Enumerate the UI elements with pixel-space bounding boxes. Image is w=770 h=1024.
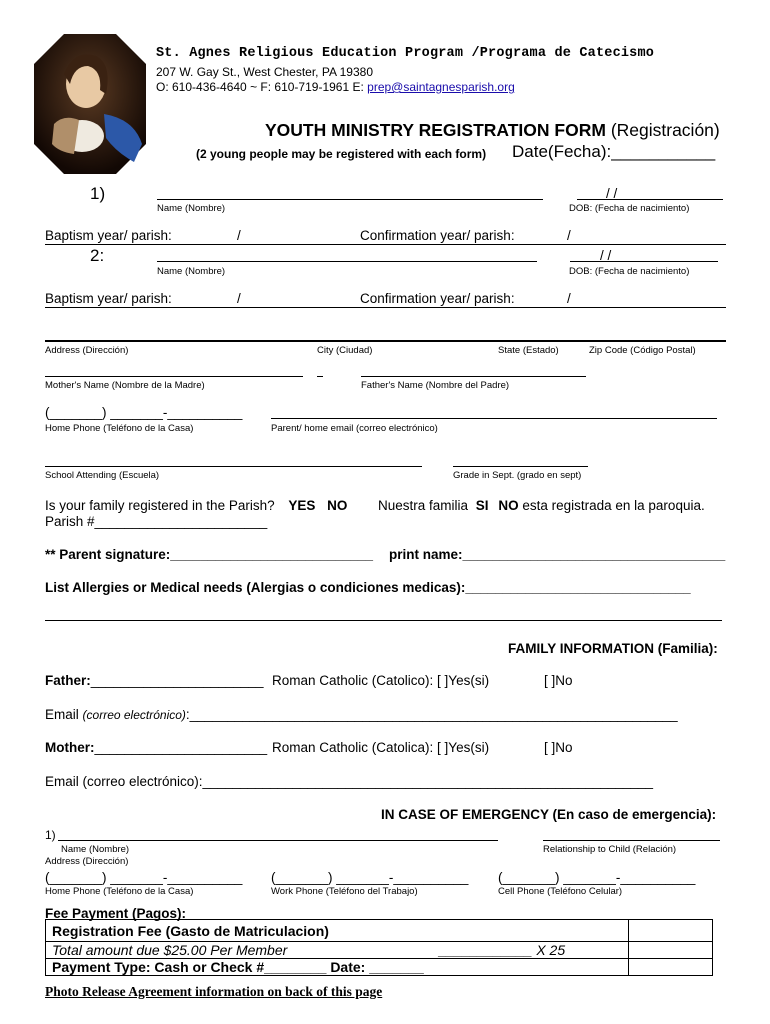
- father-email-es: (correo electrónico): [82, 708, 186, 722]
- parish-question-es-end: esta registrada en la paroquia.: [522, 498, 705, 513]
- org-title: St. Agnes Religious Education Program /Programa de Catecismo: [156, 46, 655, 61]
- home-phone-label: Home Phone (Teléfono de la Casa): [45, 423, 194, 434]
- emergency-cell-phone-label: Cell Phone (Teléfono Celular): [498, 886, 623, 897]
- emergency-work-phone-field[interactable]: (_______) _______-__________: [271, 870, 469, 885]
- total-due-field[interactable]: ____________ X 25: [439, 942, 566, 958]
- address-label: Address (Dirección): [45, 345, 129, 356]
- father-catholic[interactable]: Roman Catholic (Catolico): [ ]Yes(si): [272, 673, 490, 688]
- father-label: Father:: [45, 673, 91, 688]
- org-contact: [156, 80, 515, 94]
- parish-no-es[interactable]: NO: [498, 498, 519, 513]
- total-due-row: [46, 942, 629, 959]
- youth-1-dob-label: DOB: (Fecha de nacimiento): [569, 203, 690, 214]
- youth-2-name-line[interactable]: [157, 261, 537, 262]
- emergency-name-label: Name (Nombre): [61, 844, 130, 855]
- form-title-text: YOUTH MINISTRY REGISTRATION FORM: [265, 120, 606, 140]
- youth-2-confirmation-label: Confirmation year/ parish:: [360, 291, 515, 306]
- address-line[interactable]: [45, 340, 726, 342]
- form-title: [265, 120, 720, 141]
- father-name-line[interactable]: [361, 376, 586, 377]
- home-phone-field[interactable]: (_______) _______-__________: [45, 405, 243, 420]
- email-link[interactable]: prep@saintagnesparish.org: [367, 80, 515, 94]
- father-name-field[interactable]: _______________________: [90, 673, 264, 688]
- parish-no[interactable]: NO: [327, 498, 348, 513]
- parish-question-text: Is your family registered in the Parish?: [45, 498, 275, 513]
- parish-number-field[interactable]: Parish #_______________________: [45, 514, 268, 529]
- name-separator: [317, 376, 323, 377]
- youth-2-baptism-line[interactable]: [45, 307, 726, 308]
- total-due-label: Total amount due $25.00 Per Member: [52, 942, 288, 958]
- emergency-name-line[interactable]: [58, 840, 498, 841]
- mother-name-line[interactable]: [45, 376, 303, 377]
- parish-si[interactable]: SI: [475, 498, 489, 513]
- youth-2-dob-slashes: / /: [600, 248, 612, 263]
- date-field[interactable]: Date(Fecha):___________: [512, 142, 716, 161]
- emergency-cell-phone-field[interactable]: (_______) _______-__________: [498, 870, 696, 885]
- fee-table: [45, 919, 713, 976]
- allergies-field[interactable]: List Allergies or Medical needs (Alergias o condiciones medicas):______________________________: [45, 580, 691, 595]
- contact-numbers: O: 610-436-4640 ~ F: 610-719-1961 E:: [156, 80, 368, 94]
- emergency-address-label: Address (Dirección): [45, 856, 129, 867]
- youth-1-confirmation-label: Confirmation year/ parish:: [360, 228, 515, 243]
- father-email-row: [45, 707, 678, 722]
- print-name-field[interactable]: print name:___________________________________: [389, 547, 726, 562]
- parish-question-es-text: Nuestra familia: [378, 498, 469, 513]
- youth-2-baptism-label: Baptism year/ parish:: [45, 291, 172, 306]
- allergies-line-2[interactable]: [45, 620, 722, 621]
- youth-2-baptism-slash: /: [237, 291, 241, 306]
- father-row: [45, 673, 263, 688]
- registration-fee-label: Registration Fee (Gasto de Matriculacion): [46, 920, 629, 942]
- grade-line[interactable]: [453, 466, 588, 467]
- org-address: 207 W. Gay St., West Chester, PA 19380: [156, 65, 374, 79]
- school-label: School Attending (Escuela): [45, 470, 160, 481]
- school-line[interactable]: [45, 466, 422, 467]
- parish-question: [45, 498, 347, 513]
- state-label: State (Estado): [498, 345, 559, 356]
- photo-release-note: Photo Release Agreement information on back of this page: [45, 984, 383, 999]
- fee-amount-cell-2[interactable]: [629, 942, 713, 959]
- mother-email-field[interactable]: Email (correo electrónico):____________________________________________________________: [45, 774, 654, 789]
- youth-2-confirmation-slash: /: [567, 291, 571, 306]
- mother-row: [45, 740, 267, 755]
- saint-agnes-image: [34, 34, 146, 174]
- youth-1-number: 1): [90, 184, 106, 203]
- payment-type-field[interactable]: Payment Type: Cash or Check #________ Date: _______: [46, 959, 629, 976]
- emergency-home-phone-label: Home Phone (Teléfono de la Casa): [45, 886, 194, 897]
- zip-label: Zip Code (Código Postal): [589, 345, 696, 356]
- youth-2-dob-label: DOB: (Fecha de nacimiento): [569, 266, 690, 277]
- fee-amount-cell-1[interactable]: [629, 920, 713, 942]
- youth-1-baptism-line[interactable]: [45, 244, 726, 245]
- youth-1-baptism-label: Baptism year/ parish:: [45, 228, 172, 243]
- parent-email-label: Parent/ home email (correo electrónico): [271, 423, 438, 434]
- father-not-catholic[interactable]: [ ]No: [544, 673, 573, 688]
- youth-1-baptism-slash: /: [237, 228, 241, 243]
- mother-not-catholic[interactable]: [ ]No: [544, 740, 573, 755]
- youth-1-name-label: Name (Nombre): [157, 203, 226, 214]
- emergency-relationship-label: Relationship to Child (Relación): [543, 844, 677, 855]
- mother-name-field[interactable]: _______________________: [94, 740, 268, 755]
- emergency-relationship-line[interactable]: [543, 840, 720, 841]
- father-email-field[interactable]: :_________________________________________________________________: [185, 707, 678, 722]
- mother-label: Mother:: [45, 740, 95, 755]
- youth-2-name-label: Name (Nombre): [157, 266, 226, 277]
- family-info-heading: FAMILY INFORMATION (Familia):: [508, 641, 718, 656]
- mother-catholic[interactable]: Roman Catholic (Catolica): [ ]Yes(si): [272, 740, 490, 755]
- form-subtitle: (2 young people may be registered with each form): [196, 147, 487, 161]
- fee-heading: Fee Payment (Pagos):: [45, 906, 187, 921]
- youth-1-dob-slashes: / /: [606, 186, 618, 201]
- father-email-label: Email: [45, 707, 79, 722]
- parent-email-line[interactable]: [271, 418, 717, 419]
- emergency-work-phone-label: Work Phone (Teléfono del Trabajo): [271, 886, 418, 897]
- father-name-label: Father's Name (Nombre del Padre): [361, 380, 510, 391]
- youth-1-confirmation-slash: /: [567, 228, 571, 243]
- emergency-number: 1): [45, 828, 56, 842]
- youth-2-number: 2:: [90, 246, 105, 265]
- youth-1-dob-line[interactable]: [577, 199, 723, 200]
- emergency-heading: IN CASE OF EMERGENCY (En caso de emergencia):: [381, 807, 717, 822]
- grade-label: Grade in Sept. (grado en sept): [453, 470, 582, 481]
- mother-name-label: Mother's Name (Nombre de la Madre): [45, 380, 205, 391]
- youth-2-dob-line[interactable]: [570, 261, 718, 262]
- parent-signature-field[interactable]: ** Parent signature:___________________________: [45, 547, 374, 562]
- youth-1-name-line[interactable]: [157, 199, 543, 200]
- emergency-home-phone-field[interactable]: (_______) _______-__________: [45, 870, 243, 885]
- fee-amount-cell-3[interactable]: [629, 959, 713, 976]
- form-title-es: (Registración): [610, 120, 720, 140]
- city-label: City (Ciudad): [317, 345, 373, 356]
- parish-yes[interactable]: YES: [288, 498, 316, 513]
- parish-question-es: [378, 498, 705, 513]
